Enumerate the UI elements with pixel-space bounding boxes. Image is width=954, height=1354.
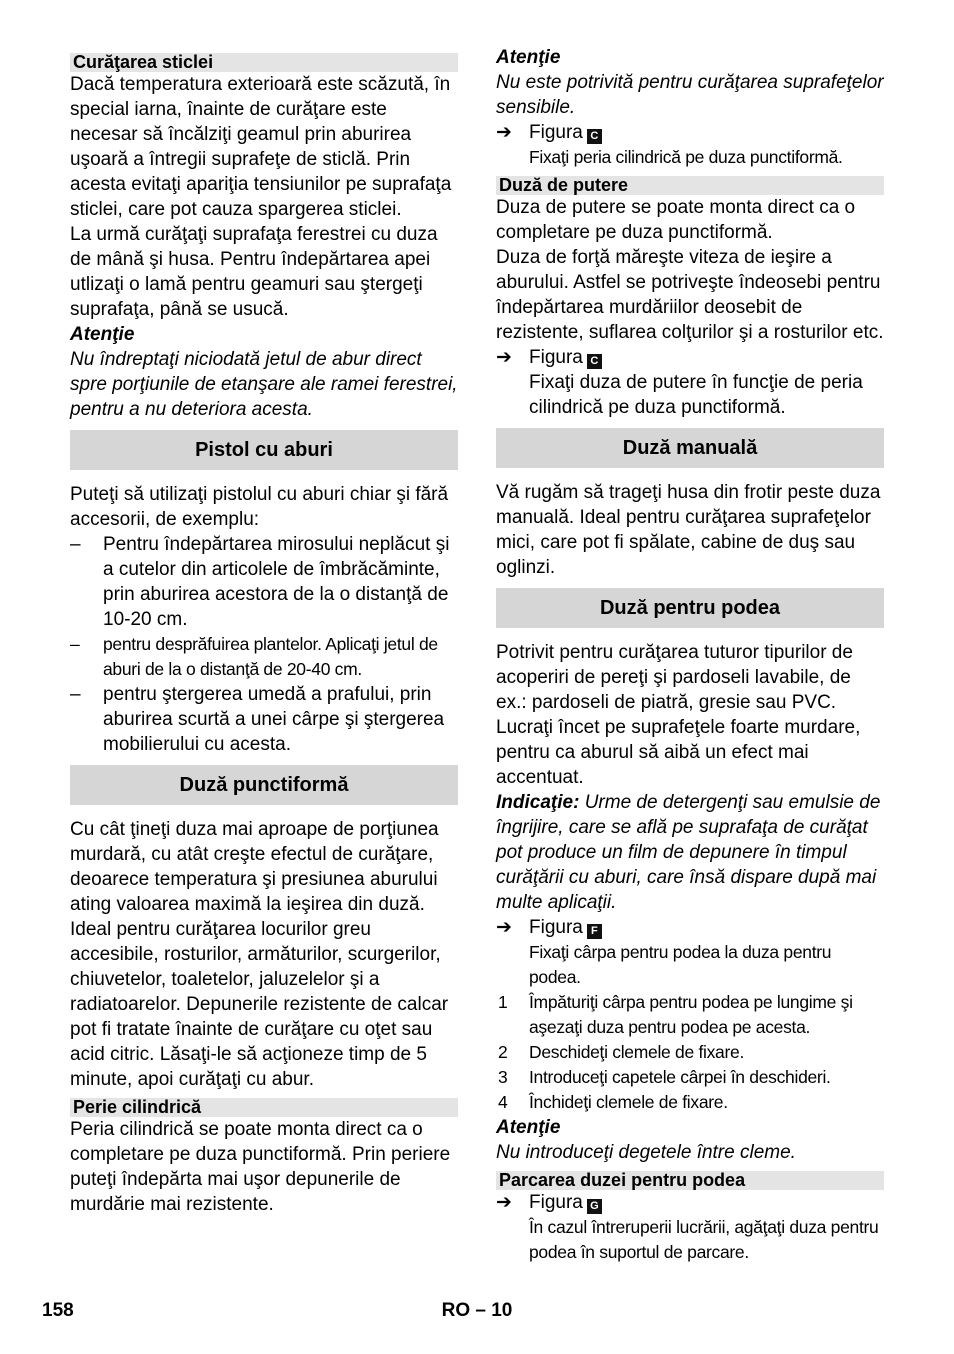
section-heading-floor-nozzle-parking: Parcarea duzei pentru podea — [496, 1171, 884, 1190]
numbered-step — [496, 1090, 884, 1115]
arrow-icon: ➔ — [496, 917, 512, 938]
instruction-step: În cazul întreruperii lucrării, agăţaţi duza pentru podea în suportul de parcare. — [529, 1217, 879, 1262]
instruction-step: Fixaţi peria cilindrică pe duza punctiformă. — [529, 147, 843, 167]
instruction-step: Fixaţi cârpa pentru podea la duza pentru podea. — [529, 942, 832, 987]
figure-reference — [496, 345, 884, 370]
attention-label: Atenţie — [496, 1117, 561, 1138]
section-heading-round-brush: Perie cilindrică — [70, 1098, 458, 1117]
numbered-step — [496, 1065, 884, 1090]
figure-reference — [496, 1190, 884, 1215]
paragraph: Peria cilindrică se poate monta direct ca o completare pe duza punctiformă. Prin periere puteţi îndepărta mai uşor depunerile de murdărie mai rezistente. — [70, 1119, 451, 1215]
section-heading-detail-nozzle: Duză punctiformă — [70, 765, 458, 805]
paragraph: Puteţi să utilizaţi pistolul cu aburi chiar şi fără accesorii, de exemplu: — [70, 484, 449, 530]
figure-letter-icon: F — [587, 924, 602, 939]
attention-label: Atenţie — [496, 47, 561, 68]
section-heading-steam-gun: Pistol cu aburi — [70, 430, 458, 470]
dash-bullet: – — [70, 684, 81, 705]
arrow-icon: ➔ — [496, 347, 512, 368]
paragraph: Dacă temperatura exterioară este scăzută, în special iarna, înainte de curăţare este necesar să încălziţi geamul prin aburirea uşoară a întregii suprafeţe de sticlă. Prin acesta evitaţi apariţia tensiunilor pe suprafaţa sticlei, care pot cauza spargerea sticlei. — [70, 74, 452, 220]
section-heading-glass-cleaning: Curăţarea sticlei — [70, 53, 458, 72]
paragraph: Vă rugăm să trageţi husa din frotir peste duza manuală. Ideal pentru curăţarea suprafeţelor mici, care pot fi spălate, cabine de duş sau oglinzi. — [496, 482, 881, 578]
step-text: Deschideţi clemele de fixare. — [529, 1042, 745, 1062]
paragraph: Potrivit pentru curăţarea tuturor tipurilor de acoperiri de pereţi şi pardoseli lavabile, de ex.: pardoseli de piatră, gresie sau PVC. Lucraţi încet pe suprafeţele foarte murdare, pentru ca aburul să aibă un efect mai accentuat. — [496, 642, 861, 788]
numbered-step — [496, 990, 884, 1040]
section-heading-hand-nozzle: Duză manuală — [496, 428, 884, 468]
warning-text: Nu este potrivită pentru curăţarea suprafeţelor sensibile. — [496, 72, 884, 118]
warning-text: Nu introduceţi degetele între cleme. — [496, 1142, 796, 1163]
section-heading-floor-nozzle: Duză pentru podea — [496, 588, 884, 628]
note-label: Indicaţie: — [496, 792, 580, 813]
figure-letter-icon: C — [587, 129, 602, 144]
instruction-step: Fixaţi duza de putere în funcţie de peria cilindrică pe duza punctiformă. — [529, 372, 863, 418]
figure-letter-icon: C — [587, 354, 602, 369]
arrow-icon: ➔ — [496, 1192, 512, 1213]
list-item-text: pentru desprăfuirea plantelor. Aplicaţi jetul de aburi de la o distanţă de 20-40 cm. — [103, 634, 438, 679]
dash-bullet: – — [70, 634, 80, 654]
right-column — [496, 45, 884, 1265]
note-text: Urme de detergenţi sau emulsie de îngrijire, care se află pe suprafaţa de curăţat pot produce un film de depunere în timpul curăţării cu aburi, care însă dispare după mai multe aplicaţii. — [496, 792, 881, 913]
footer-section-label: RO – 10 — [441, 1300, 513, 1321]
step-text: Închideţi clemele de fixare. — [529, 1092, 728, 1112]
numbered-step — [496, 1040, 884, 1065]
list-item-text: pentru ştergerea umedă a prafului, prin aburirea scurtă a unei cârpe şi ştergerea mobilierului cu acesta. — [103, 684, 445, 755]
figure-label: Figura — [529, 347, 583, 368]
figure-label: Figura — [529, 917, 583, 938]
figure-letter-icon: G — [587, 1199, 602, 1214]
figure-label: Figura — [529, 1192, 583, 1213]
list-item — [70, 682, 458, 757]
step-number: 4 — [498, 1092, 508, 1112]
paragraph: La urmă curăţaţi suprafaţa ferestrei cu duza de mână şi husa. Pentru îndepărtarea apei utlizaţi o lamă pentru geamuri sau ştergeţi suprafaţa, până se usucă. — [70, 224, 438, 320]
figure-label: Figura — [529, 122, 583, 143]
page-number: 158 — [42, 1300, 74, 1321]
left-column — [70, 45, 458, 1217]
note — [496, 790, 884, 915]
step-number: 3 — [498, 1067, 508, 1087]
attention-label: Atenţie — [70, 324, 135, 345]
paragraph: Duza de putere se poate monta direct ca o completare pe duza punctiformă. — [496, 197, 856, 243]
warning-text: Nu îndreptaţi niciodată jetul de abur direct spre porţiunile de etanşare ale ramei ferestrei, pentru a nu deteriora acesta. — [70, 349, 458, 420]
paragraph: Duza de forţă măreşte viteza de ieşire a aburului. Astfel se potriveşte îndeosebi pentru îndepărtarea murdăriilor deosebit de rezistente, suflarea colţurilor şi a rosturilor etc. — [496, 247, 884, 343]
list-item-text: Pentru îndepărtarea mirosului neplăcut şi a cutelor din articolele de îmbrăcăminte, prin aburirea acestora de la o distanţă de 10-20 cm. — [103, 534, 450, 630]
dash-bullet: – — [70, 534, 81, 555]
step-text: Introduceţi capetele cârpei în deschideri. — [529, 1067, 831, 1087]
list-item — [70, 632, 458, 682]
figure-reference — [496, 120, 884, 145]
section-heading-power-nozzle: Duză de putere — [496, 176, 884, 195]
arrow-icon: ➔ — [496, 122, 512, 143]
step-number: 2 — [498, 1042, 508, 1062]
figure-reference — [496, 915, 884, 940]
paragraph: Cu cât ţineţi duza mai aproape de porţiunea murdară, cu atât creşte efectul de curăţare, deoarece temperatura şi presiunea aburului ating valoarea maximă la ieşirea din duză. Ideal pentru curăţarea locurilor greu accesibile, rosturilor, armăturilor, scurgerilor, chiuvetelor, toaletelor, jaluzelelor şi a radiatoarelor. Depunerile rezistente de calcar pot fi tratate înainte de curăţare cu oţet sau acid citric. Lăsaţi-le să acţioneze timp de 5 minute, apoi curăţaţi cu abur. — [70, 819, 449, 1090]
list-item — [70, 532, 458, 632]
step-text: Împăturiţi cârpa pentru podea pe lungime şi aşezaţi duza pentru podea pe acesta. — [529, 992, 853, 1037]
step-number: 1 — [498, 992, 508, 1012]
